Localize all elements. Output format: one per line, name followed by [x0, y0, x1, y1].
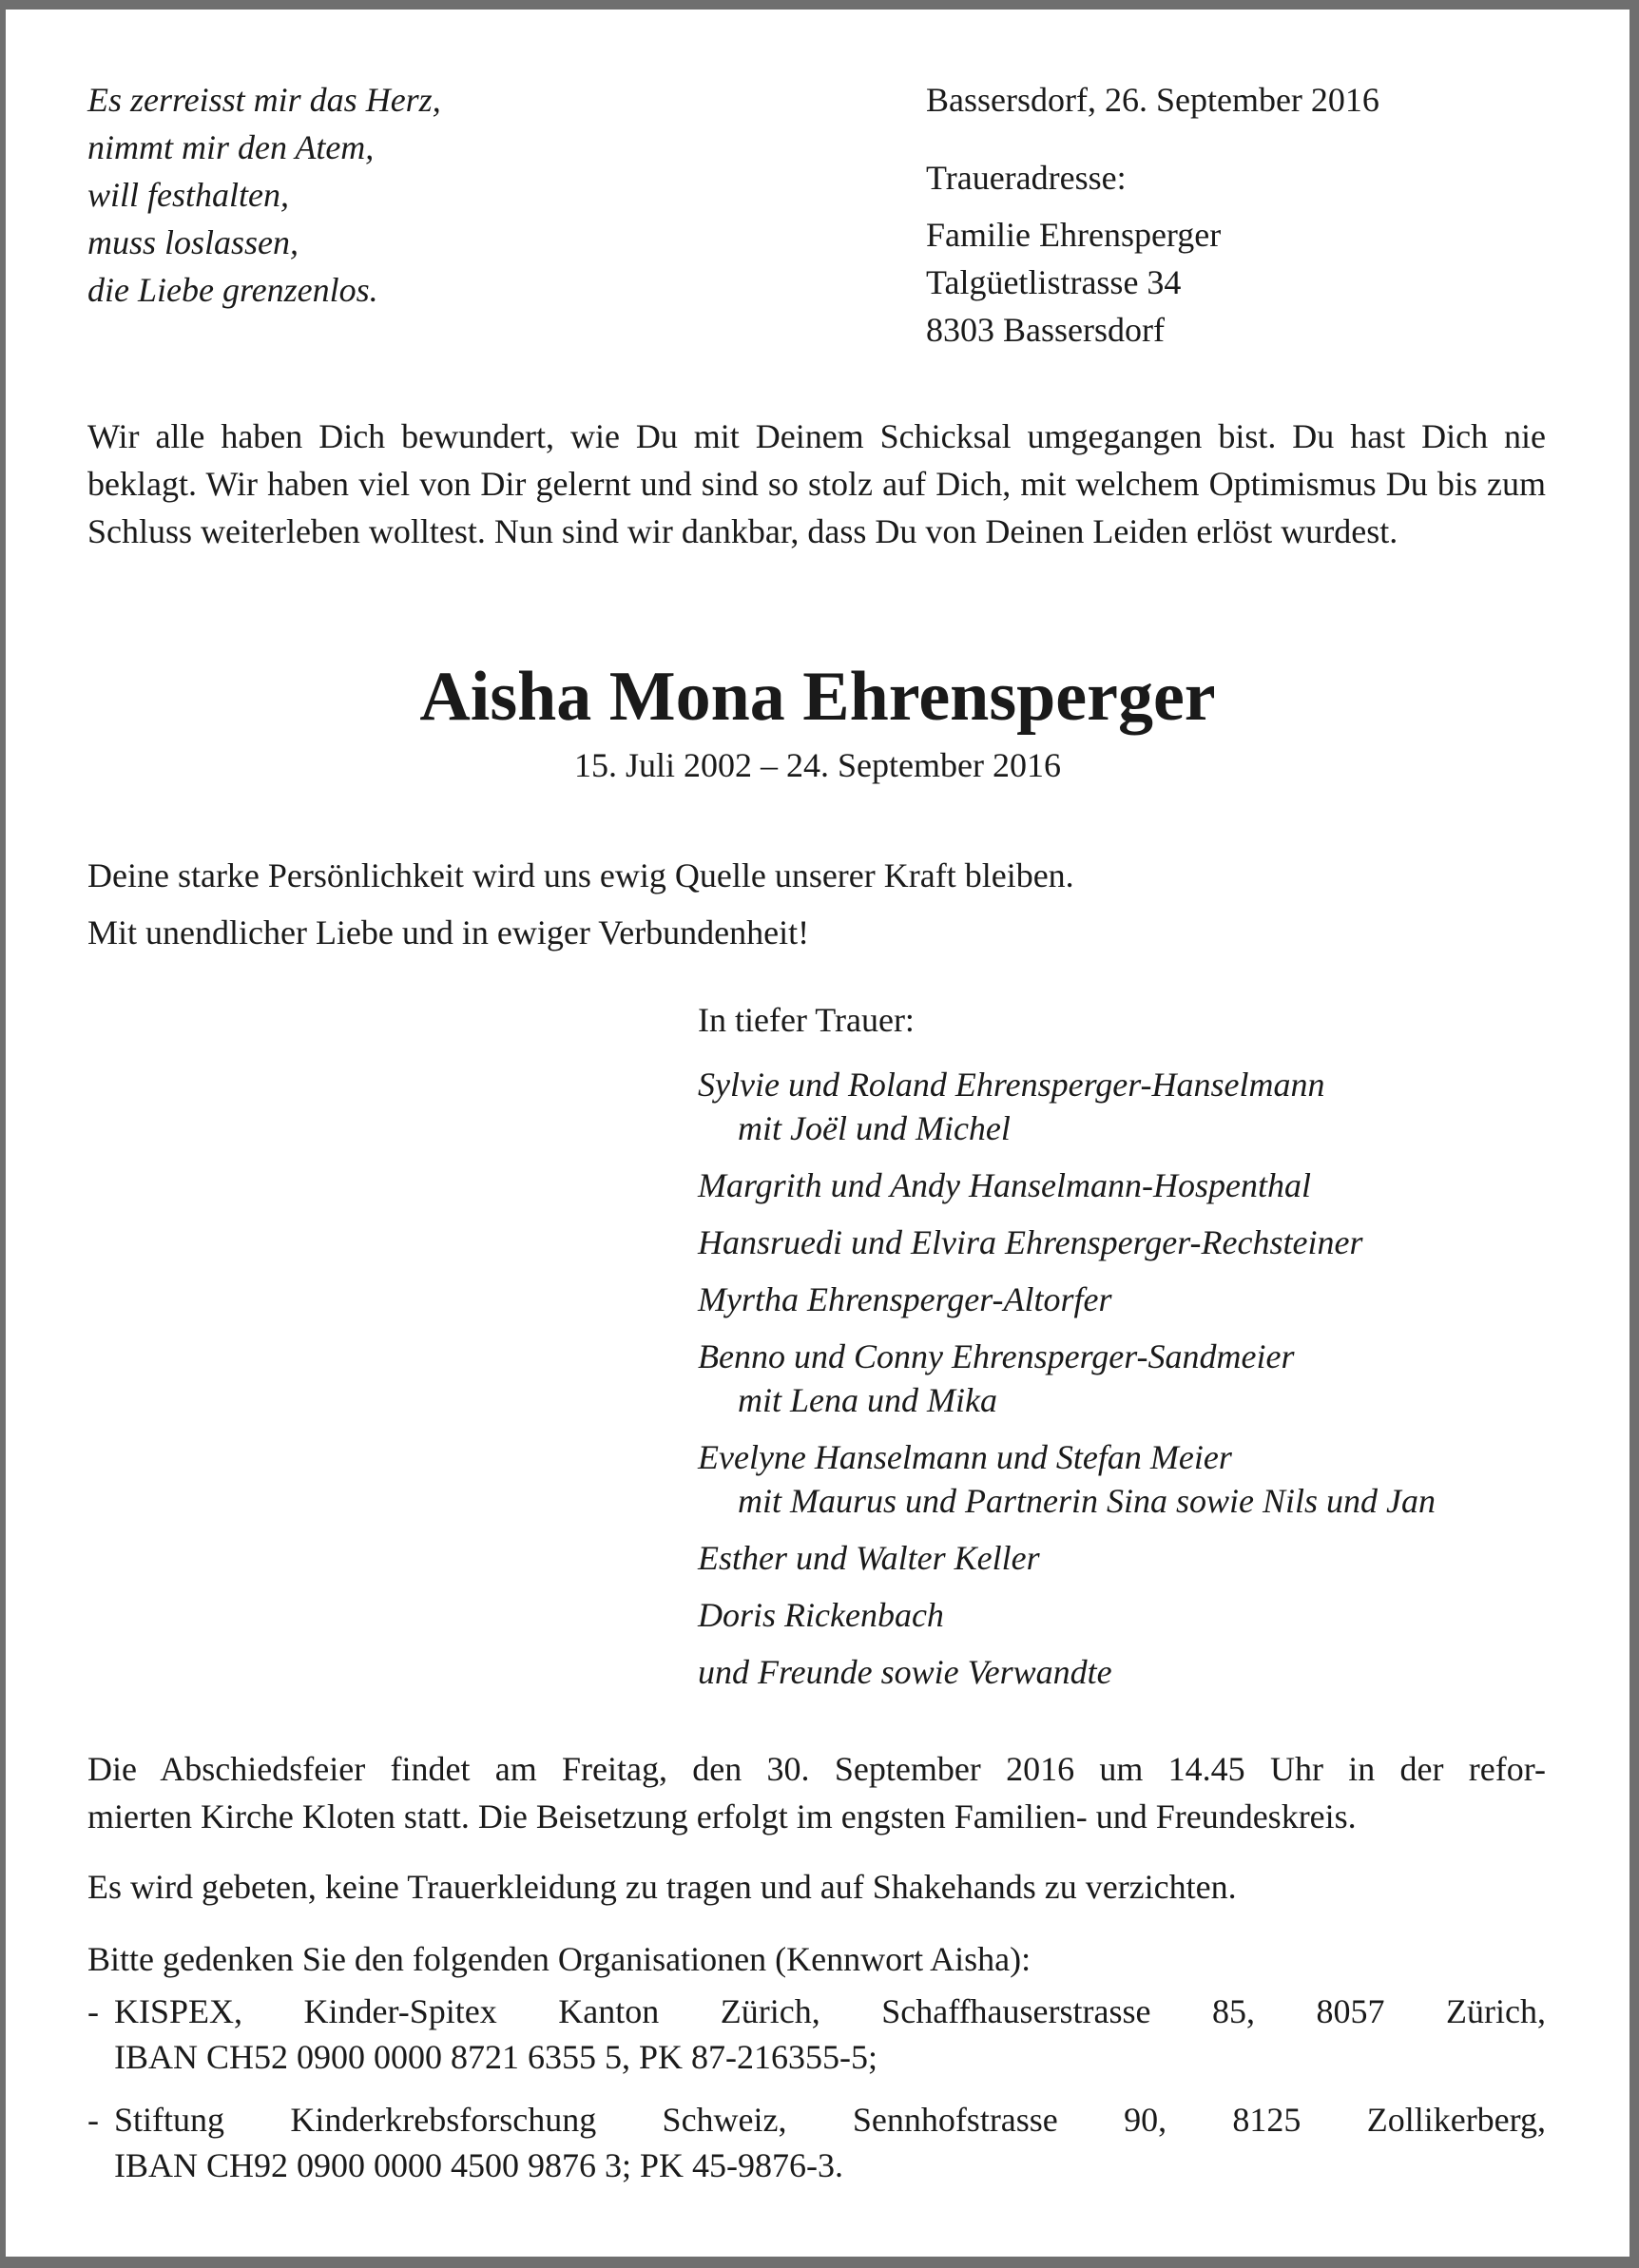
header-address-block — [926, 76, 1379, 354]
address-label: Traueradresse: — [926, 159, 1127, 197]
mourner-entry — [698, 1650, 1436, 1694]
mourner-name: Myrtha Ehrensperger-Altorfer — [698, 1280, 1112, 1318]
mourner-name: Benno und Conny Ehrensperger-Sandmeier — [698, 1337, 1295, 1375]
donation-item — [87, 1989, 1546, 2080]
mourner-name: Margrith und Andy Hanselmann-Hospenthal — [698, 1166, 1311, 1204]
mourner-children: mit Joël und Michel — [738, 1109, 1011, 1147]
obituary-page — [6, 10, 1629, 2257]
mourners-heading: In tiefer Trauer: — [698, 1001, 915, 1039]
poem-line: muss loslassen, — [87, 223, 299, 261]
mourner-name: Hansruedi und Elvira Ehrensperger-Rechsteiner — [698, 1223, 1363, 1261]
ceremony-line: Die Abschiedsfeier findet am Freitag, den 30. September 2016 um 14.45 Uhr in der refor- — [87, 1750, 1546, 1788]
intro-paragraph: Wir alle haben Dich bewundert, wie Du mit Deinem Schicksal umgegangen bist. Du hast Dich nie beklagt. Wir haben viel von Dir gelernt und sind so stolz auf Dich, mit welchem Optimismus Du bis zum Schluss weiterleben wolltest. Nun sind wir dankbar, dass Du von Deinen Leiden erlöst wurdest. — [87, 417, 1546, 550]
mourner-entry — [698, 1220, 1436, 1264]
address-line: Familie Ehrensperger — [926, 216, 1222, 254]
poem-line: Es zerreisst mir das Herz, — [87, 81, 441, 119]
mourner-children: mit Maurus und Partnerin Sina sowie Nils und Jan — [738, 1482, 1437, 1520]
mourner-entry — [698, 1163, 1436, 1207]
address-line: Talgüetlistrasse 34 — [926, 263, 1182, 301]
donations-intro: Bitte gedenken Sie den folgenden Organisationen (Kennwort Aisha): — [87, 1940, 1032, 1978]
mourner-name: Evelyne Hanselmann und Stefan Meier — [698, 1438, 1232, 1476]
mourner-children: mit Lena und Mika — [738, 1381, 997, 1419]
list-dash: - — [87, 2101, 99, 2139]
mourner-entry — [698, 1536, 1436, 1580]
mourner-name: und Freunde sowie Verwandte — [698, 1653, 1112, 1691]
place-date: Bassersdorf, 26. September 2016 — [926, 81, 1379, 119]
donation-account: IBAN CH92 0900 0000 4500 9876 3; PK 45-9876-3. — [114, 2146, 844, 2184]
list-dash: - — [87, 1992, 99, 2030]
mourner-entry — [698, 1593, 1436, 1637]
mourner-name: Esther und Walter Keller — [698, 1539, 1040, 1577]
poem-line: die Liebe grenzenlos. — [87, 271, 378, 309]
closing-line: Mit unendlicher Liebe und in ewiger Verbundenheit! — [87, 913, 810, 951]
mourner-entry — [698, 1335, 1436, 1422]
address-line: 8303 Bassersdorf — [926, 311, 1165, 349]
deceased-dates: 15. Juli 2002 – 24. September 2016 — [574, 746, 1061, 784]
mourner-entry — [698, 1278, 1436, 1321]
mourner-entry — [698, 1063, 1436, 1150]
poem-line: nimmt mir den Atem, — [87, 128, 375, 166]
ceremony-line: mierten Kirche Kloten statt. Die Beisetzung erfolgt im engsten Familien- und Freundeskreis. — [87, 1797, 1357, 1836]
donation-org: Stiftung Kinderkrebsforschung Schweiz, Sennhofstrasse 90, 8125 Zollikerberg, — [114, 2101, 1546, 2139]
closing-line: Deine starke Persönlichkeit wird uns ewig Quelle unserer Kraft bleiben. — [87, 856, 1074, 894]
mourner-entry — [698, 1435, 1436, 1523]
mourner-name: Sylvie und Roland Ehrensperger-Hanselmann — [698, 1066, 1325, 1104]
deceased-name: Aisha Mona Ehrensperger — [419, 658, 1216, 736]
poem — [87, 76, 441, 314]
mourner-name: Doris Rickenbach — [698, 1596, 944, 1634]
ceremony-paragraph — [87, 1745, 1546, 1840]
donation-account: IBAN CH52 0900 0000 8721 6355 5, PK 87-216355-5; — [114, 2038, 878, 2076]
donation-org: KISPEX, Kinder-Spitex Kanton Zürich, Schaffhauserstrasse 85, 8057 Zürich, — [114, 1992, 1546, 2030]
request-line: Es wird gebeten, keine Trauerkleidung zu tragen und auf Shakehands zu verzichten. — [87, 1868, 1237, 1906]
donation-item — [87, 2097, 1546, 2188]
mourners-list — [698, 998, 1436, 1707]
poem-line: will festhalten, — [87, 176, 289, 214]
